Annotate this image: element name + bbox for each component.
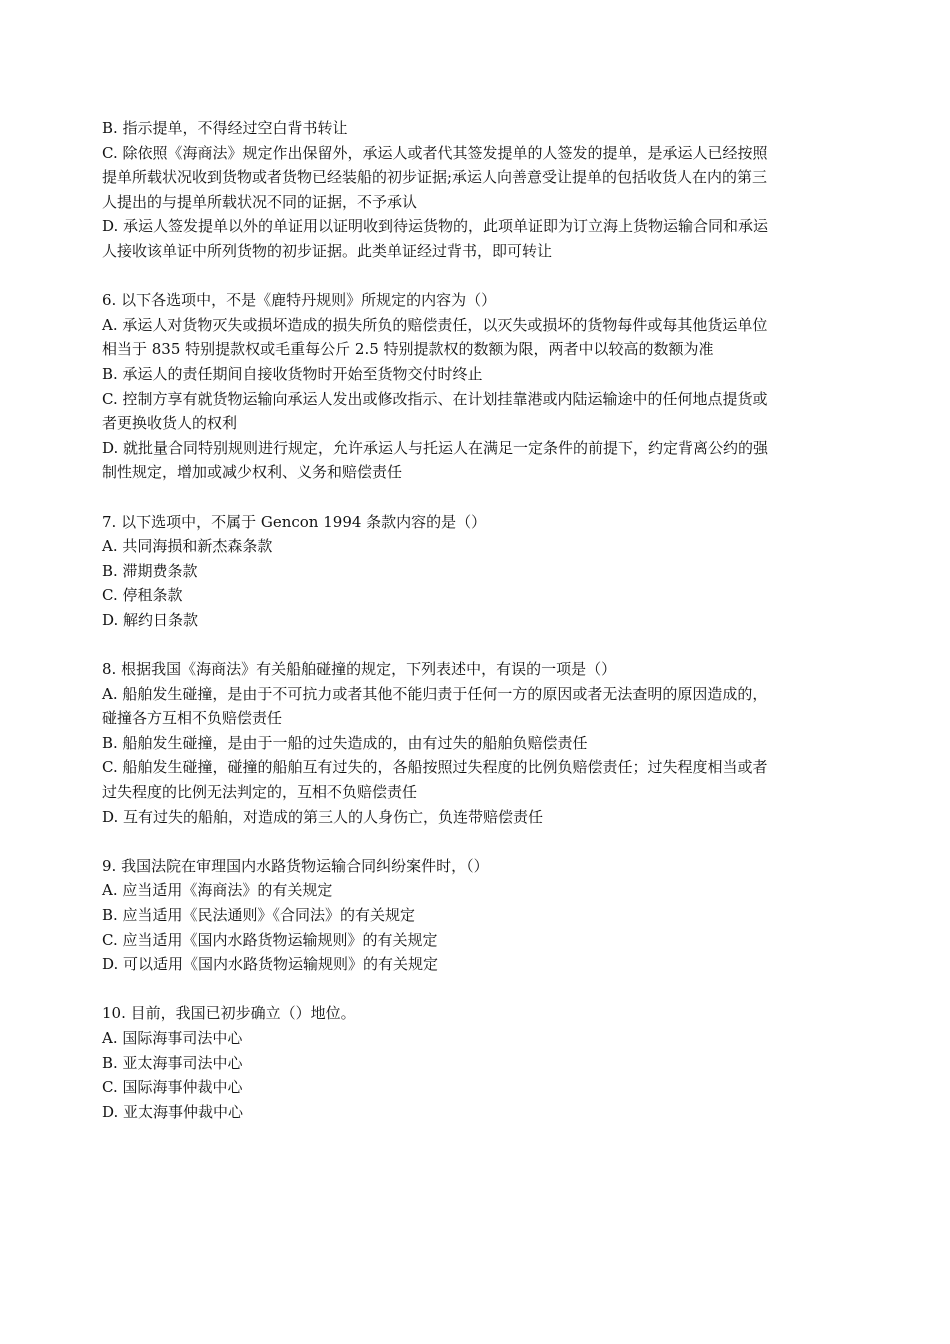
question-7-option-d: D. 解约日条款	[102, 610, 199, 629]
question-6-option-c-line-1: C. 控制方享有就货物运输向承运人发出或修改指示、在计划挂靠港或内陆运输途中的任何地点提货或	[102, 389, 768, 408]
question-9-stem: 9. 我国法院在审理国内水路货物运输合同纠纷案件时，（）	[102, 856, 489, 875]
question-10	[102, 1001, 850, 1124]
option-c-line-2: 提单所载状况收到货物或者货物已经装船的初步证据;承运人向善意受让提单的包括收货人在内的第三	[102, 168, 768, 187]
question-10-option-a: A. 国际海事司法中心	[102, 1028, 243, 1047]
option-c-line-1: C. 除依照《海商法》规定作出保留外，承运人或者代其签发提单的人签发的提单，是承运人已经按照	[102, 143, 768, 162]
option-b: B. 指示提单，不得经过空白背书转让	[102, 119, 348, 137]
question-8-option-d: D. 互有过失的船舶，对造成的第三人的人身伤亡，负连带赔偿责任	[102, 807, 544, 826]
question-10-option-c: C. 国际海事仲裁中心	[102, 1078, 243, 1097]
question-6-option-c-line-2: 者更换收货人的权利	[102, 414, 238, 433]
question-7-stem: 7. 以下选项中，不属于 Gencon 1994 条款内容的是（）	[102, 512, 487, 531]
question-6-option-a-line-2: 相当于 835 特别提款权或毛重每公斤 2.5 特别提款权的数额为限，两者中以较高的数额为准	[102, 340, 714, 359]
question-5-continuation	[102, 116, 850, 264]
question-6-option-d-line-2: 制性规定，增加或减少权利、义务和赔偿责任	[102, 463, 403, 482]
option-d-line-1: D. 承运人签发提单以外的单证用以证明收到待运货物的，此项单证即为订立海上货物运输合同和承运	[102, 217, 769, 236]
question-8-option-c-line-2: 过失程度的比例无法判定的，互相不负赔偿责任	[102, 783, 418, 802]
question-8-option-c-line-1: C. 船舶发生碰撞，碰撞的船舶互有过失的，各船按照过失程度的比例负赔偿责任；过失程度相当或者	[102, 758, 768, 777]
question-8-option-a-line-2: 碰撞各方互相不负赔偿责任	[102, 709, 283, 728]
question-8-option-b: B. 船舶发生碰撞，是由于一船的过失造成的，由有过失的船舶负赔偿责任	[102, 733, 588, 752]
question-10-option-b: B. 亚太海事司法中心	[102, 1053, 243, 1072]
document-content	[102, 116, 850, 1149]
question-6-stem: 6. 以下各选项中，不是《鹿特丹规则》所规定的内容为（）	[102, 291, 497, 310]
question-7-option-b: B. 滞期费条款	[102, 561, 198, 580]
question-8-option-a-line-1: A. 船舶发生碰撞，是由于不可抗力或者其他不能归责于任何一方的原因或者无法查明的原因造成的，	[102, 684, 768, 703]
question-9-option-b: B. 应当适用《民法通则》《合同法》的有关规定	[102, 906, 416, 924]
question-10-option-d: D. 亚太海事仲裁中心	[102, 1102, 244, 1121]
question-7-option-c: C. 停租条款	[102, 586, 183, 605]
question-9-option-a: A. 应当适用《海商法》的有关规定	[102, 881, 333, 900]
question-6-option-a-line-1: A. 承运人对货物灭失或损坏造成的损失所负的赔偿责任，以灭失或损坏的货物每件或每其他货运单位	[102, 315, 768, 334]
question-6	[102, 288, 850, 485]
option-d-line-2: 人接收该单证中所列货物的初步证据。此类单证经过背书，即可转让	[102, 241, 553, 260]
question-10-stem: 10. 目前，我国已初步确立（）地位。	[102, 1004, 356, 1023]
question-9	[102, 854, 850, 977]
question-9-option-d: D. 可以适用《国内水路货物运输规则》的有关规定	[102, 955, 439, 974]
question-7-option-a: A. 共同海损和新杰森条款	[102, 537, 273, 556]
question-8	[102, 657, 850, 829]
question-8-stem: 8. 根据我国《海商法》有关船舶碰撞的规定，下列表述中，有误的一项是（）	[102, 660, 617, 679]
question-7	[102, 510, 850, 633]
question-6-option-d-line-1: D. 就批量合同特别规则进行规定，允许承运人与托运人在满足一定条件的前提下，约定背离公约的强	[102, 438, 769, 457]
option-c-line-3: 人提出的与提单所载状况不同的证据，不予承认	[102, 192, 418, 211]
question-6-option-b: B. 承运人的责任期间自接收货物时开始至货物交付时终止	[102, 364, 483, 383]
question-9-option-c: C. 应当适用《国内水路货物运输规则》的有关规定	[102, 930, 438, 949]
